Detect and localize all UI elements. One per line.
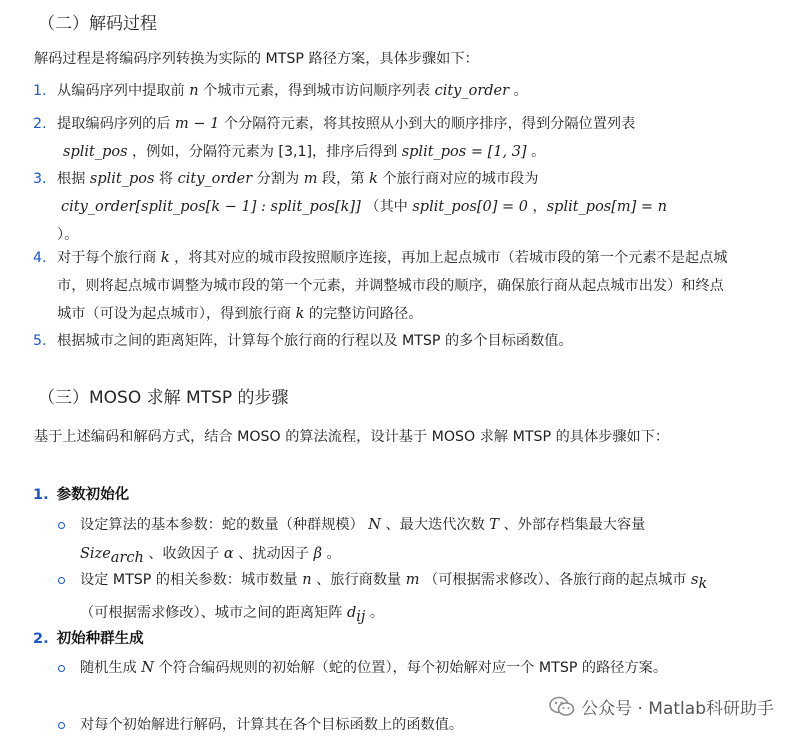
decode-heading: （二）解码过程 xyxy=(38,14,157,34)
list-item: 随机生成 N 个符合编码规则的初始解（蛇的位置），每个初始解对应一个 MTSP 的路径方案。 xyxy=(58,654,708,683)
watermark-text: 公众号 · Matlab科研助手 xyxy=(581,699,774,719)
list-item: 设定算法的基本参数：蛇的数量（种群规模） N 、最大迭代次数 T 、外部存档集最大容量 Size$_{arch}$ 、收敛因子 α 、扰动因子 β 。 xyxy=(58,511,738,573)
decode-step-4: 4. 对于每个旅行商 k ，将其对应的城市段按照顺序连接，再加上起点城市（若城市段的第一个元素不是起点城市，则将起点城市调整为城市段的第一个元素，并调整城市段的顺序，确保旅行商从起点城市出发）和终点城市（可设为起点城市），得到旅行商 k 的完整访问路径。 xyxy=(33,244,733,328)
decode-step-1: 1. 从编码序列中提取前 n 个城市元素，得到城市访问顺序列表 city_order 。 xyxy=(33,77,733,105)
section-title-params: 1. 参数初始化 xyxy=(33,487,130,503)
bullet-icon xyxy=(58,577,65,584)
step-number: 5. xyxy=(33,333,47,349)
wechat-icon xyxy=(549,696,575,718)
decode-step-5: 5. 根据城市之间的距离矩阵，计算每个旅行商的行程以及 MTSP 的多个目标函数值。 xyxy=(33,327,733,355)
moso-intro: 基于上述编码和解码方式，结合 MOSO 的算法流程，设计基于 MOSO 求解 MTSP 的具体步骤如下： xyxy=(34,429,670,445)
decode-step-3: 3. 根据 split_pos 将 city_order 分割为 m 段，第 k 个旅行商对应的城市段为 city_order[split_pos[k − 1] : split_pos[k]] （其中 split_pos[0] = 0 ，split_pos[m] = n ）。 xyxy=(33,165,733,249)
step-number: 3. xyxy=(33,171,47,187)
step-number: 4. xyxy=(33,250,47,266)
decode-intro: 解码过程是将编码序列转换为实际的 MTSP 路径方案，具体步骤如下： xyxy=(34,51,479,67)
section-title-init: 2. 初始种群生成 xyxy=(33,631,144,647)
list-item: 对每个初始解进行解码，计算其在各个目标函数上的函数值。 xyxy=(58,711,738,740)
moso-heading: （三）MOSO 求解 MTSP 的步骤 xyxy=(38,388,289,408)
watermark xyxy=(549,694,774,719)
step-number: 2. xyxy=(33,116,47,132)
bullet-icon xyxy=(58,722,65,729)
bullet-icon xyxy=(58,665,65,672)
bullet-icon xyxy=(58,522,65,529)
list-item: 设定 MTSP 的相关参数：城市数量 n 、旅行商数量 m （可根据需求修改）、各旅行商的起点城市 $s_k$ （可根据需求修改）、城市之间的距离矩阵 $d_{ij}$ 。 xyxy=(58,566,738,632)
step-number: 1. xyxy=(33,83,47,99)
decode-step-2: 2. 提取编码序列的后 m − 1 个分隔符元素，将其按照从小到大的顺序排序，得到分隔位置列表 split_pos ，例如，分隔符元素为 [3,1]，排序后得到 split_pos = [1, 3] 。 xyxy=(33,110,733,166)
